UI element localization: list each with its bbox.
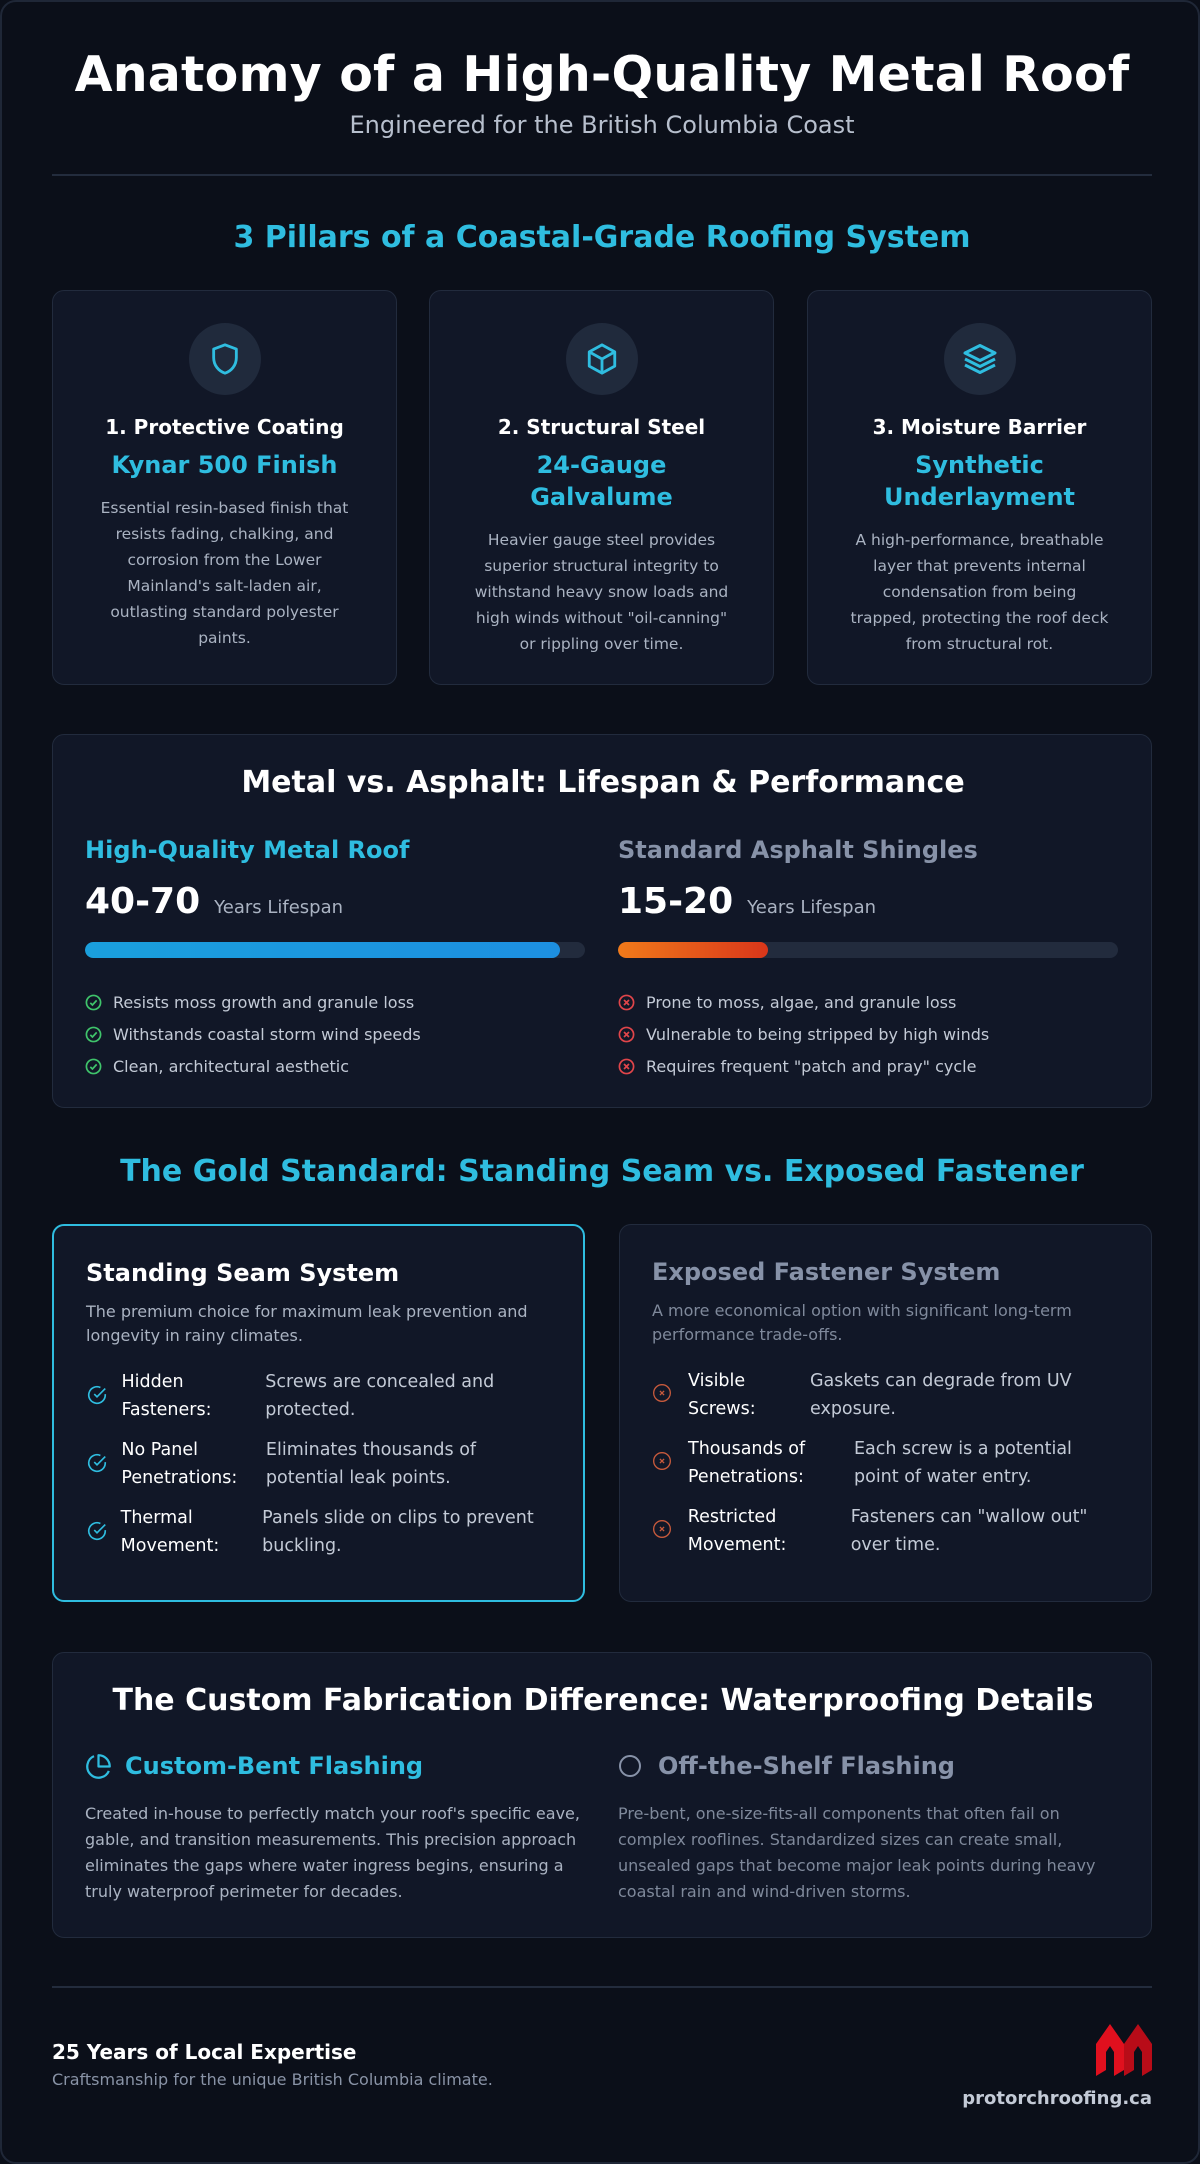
stock-flashing-heading: Off-the-Shelf Flashing (658, 1752, 955, 1780)
row-key: Thousands of Penetrations: (688, 1439, 806, 1487)
pillar-name: 24-Gauge Galvalume (530, 451, 673, 511)
stock-flashing-text: Pre-bent, one-size-fits-all components that often fail on complex rooflines. Standardized sizes can create small, unsealed gaps that become major leak points during heavy coastal rain and wind-driven storms. (618, 1804, 1096, 1901)
check-circle-icon (86, 1452, 108, 1474)
pillar-icon-wrap (189, 323, 261, 395)
list-item (652, 1367, 1119, 1435)
standing-seam-rows (86, 1368, 551, 1572)
page-title: Anatomy of a High-Quality Metal Roof (74, 46, 1130, 103)
metal-lifespan (85, 881, 585, 922)
feature-text: Resists moss growth and granule loss (113, 992, 415, 1012)
systems-title: The Gold Standard: Standing Seam vs. Exposed Fastener (120, 1154, 1084, 1189)
exposed-fastener-card (619, 1224, 1152, 1602)
pillars-title: 3 Pillars of a Coastal-Grade Roofing System (233, 220, 971, 255)
list-item (86, 1436, 551, 1504)
footer-title: 25 Years of Local Expertise (52, 2040, 357, 2064)
feature-text: Prone to moss, algae, and granule loss (646, 992, 957, 1012)
metal-column (85, 835, 585, 1082)
x-circle-icon (618, 1058, 635, 1075)
metal-heading: High-Quality Metal Roof (85, 836, 410, 864)
feature-text: Clean, architectural aesthetic (113, 1056, 349, 1076)
custom-flashing-heading-row (85, 1751, 585, 1781)
standing-seam-heading: Standing Seam System (86, 1259, 400, 1287)
pillar-icon-wrap (566, 323, 638, 395)
x-circle-icon (652, 1383, 672, 1403)
custom-flashing-heading: Custom-Bent Flashing (125, 1752, 424, 1780)
list-item (618, 986, 1118, 1018)
website-link[interactable]: protorchroofing.ca (962, 2088, 1152, 2109)
feature-text: Requires frequent "patch and pray" cycle (646, 1056, 977, 1076)
asphalt-lifespan-bar-fill (618, 942, 768, 958)
exposed-fastener-heading: Exposed Fastener System (652, 1258, 1001, 1286)
row-value: Panels slide on clips to prevent buckling. (262, 1508, 534, 1556)
asphalt-column (618, 835, 1118, 1082)
pillar-description: Essential resin-based finish that resists fading, chalking, and corrosion from the Lower Mainland's salt-laden air, outlasting standard polyester paints. (100, 499, 349, 647)
pillar-name: Kynar 500 Finish (111, 451, 338, 479)
row-value: Fasteners can "wallow out" over time. (850, 1507, 1088, 1555)
cube-icon (585, 341, 619, 377)
pillar-description: A high-performance, breathable layer that prevents internal condensation from being trapped, protecting the roof deck from structural rot. (850, 531, 1109, 653)
custom-flashing-column (85, 1751, 585, 1905)
footer (52, 1986, 1152, 2136)
list-item (85, 1050, 585, 1082)
circle-icon (618, 1754, 642, 1778)
metal-lifespan-bar (85, 942, 585, 958)
list-item (618, 1050, 1118, 1082)
pillar-description: Heavier gauge steel provides superior structural integrity to withstand heavy snow loads and high winds without "oil-canning" or rippling over time. (474, 531, 729, 653)
row-value: Gaskets can degrade from UV exposure. (810, 1371, 1072, 1419)
check-circle-icon (85, 1026, 102, 1043)
custom-flashing-text: Created in-house to perfectly match your roof's specific eave, gable, and transition measurements. This precision approach eliminates the gaps where water ingress begins, ensuring a truly waterproof perimeter for decades. (85, 1804, 580, 1901)
check-circle-icon (86, 1384, 108, 1406)
row-value: Each screw is a potential point of water entry. (854, 1439, 1072, 1487)
footer-subtitle: Craftsmanship for the unique British Columbia climate. (52, 2070, 493, 2089)
row-key: Visible Screws: (688, 1371, 756, 1419)
exposed-fastener-rows (652, 1367, 1119, 1571)
asphalt-years: 15-20 (618, 881, 734, 922)
fabrication-panel (52, 1652, 1152, 1938)
list-item (86, 1504, 551, 1572)
divider (52, 174, 1152, 176)
layers-icon (962, 341, 998, 377)
list-item (85, 1018, 585, 1050)
pillar-icon-wrap (944, 323, 1016, 395)
standing-seam-card (52, 1224, 585, 1602)
metal-features (85, 986, 585, 1082)
row-key: Restricted Movement: (687, 1507, 787, 1555)
pillar-name: Synthetic Underlayment (883, 451, 1076, 511)
row-key: No Panel Penetrations: (121, 1440, 238, 1488)
metal-years: 40-70 (85, 881, 201, 922)
check-circle-icon (85, 1058, 102, 1075)
asphalt-lifespan (618, 881, 1118, 922)
row-key: Thermal Movement: (120, 1508, 220, 1556)
lifespan-title: Metal vs. Asphalt: Lifespan & Performance (241, 765, 965, 800)
hero (52, 2, 1152, 140)
x-circle-icon (652, 1451, 672, 1471)
pillar-card-coating (52, 290, 397, 685)
content-wrap (52, 2, 1152, 2109)
brand-logo (1096, 2022, 1152, 2076)
row-key: Hidden Fasteners: (121, 1372, 212, 1420)
list-item (85, 986, 585, 1018)
fabrication-title: The Custom Fabrication Difference: Waterproofing Details (112, 1683, 1094, 1718)
list-item (652, 1435, 1119, 1503)
shield-icon (208, 341, 242, 377)
asphalt-heading: Standard Asphalt Shingles (618, 836, 978, 864)
x-circle-icon (652, 1519, 672, 1539)
pillar-label: 3. Moisture Barrier (872, 415, 1087, 439)
list-item (652, 1503, 1119, 1571)
pillar-label: 2. Structural Steel (497, 415, 706, 439)
row-value: Screws are concealed and protected. (265, 1372, 495, 1420)
asphalt-features (618, 986, 1118, 1082)
list-item (86, 1368, 551, 1436)
page-subtitle: Engineered for the British Columbia Coast (349, 111, 855, 139)
metal-lifespan-bar-fill (85, 942, 560, 958)
x-circle-icon (618, 994, 635, 1011)
pie-chart-icon (85, 1753, 112, 1780)
stock-flashing-heading-row (618, 1751, 1118, 1781)
list-item (618, 1018, 1118, 1050)
check-circle-icon (86, 1520, 108, 1542)
lifespan-panel (52, 734, 1152, 1108)
row-value: Eliminates thousands of potential leak points. (265, 1440, 477, 1488)
asphalt-lifespan-bar (618, 942, 1118, 958)
standing-seam-description: The premium choice for maximum leak prevention and longevity in rainy climates. (86, 1302, 528, 1345)
pillars-row (52, 290, 1152, 685)
x-circle-icon (618, 1026, 635, 1043)
exposed-fastener-description: A more economical option with significant long-term performance trade-offs. (652, 1301, 1072, 1344)
asphalt-years-label: Years Lifespan (747, 897, 877, 918)
pillar-card-barrier (807, 290, 1152, 685)
pillar-label: 1. Protective Coating (105, 415, 344, 439)
stock-flashing-column (618, 1751, 1118, 1905)
pillar-card-steel (429, 290, 774, 685)
feature-text: Withstands coastal storm wind speeds (113, 1024, 421, 1044)
feature-text: Vulnerable to being stripped by high winds (646, 1024, 990, 1044)
metal-years-label: Years Lifespan (214, 897, 344, 918)
check-circle-icon (85, 994, 102, 1011)
